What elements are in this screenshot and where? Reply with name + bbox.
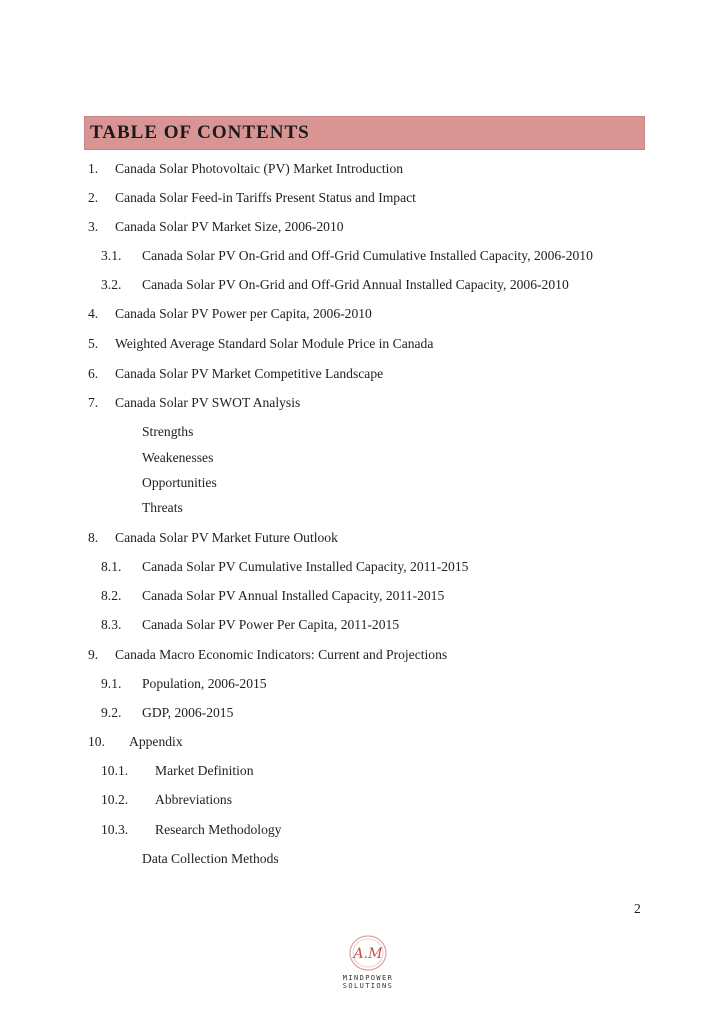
toc-entry-number: 8.3. [101,617,122,632]
toc-entry-text: Research Methodology [155,822,282,837]
logo-tagline: MINDPOWER SOLUTIONS [342,974,394,990]
toc-entry-number: 2. [88,190,99,205]
toc-entry-number: 3. [88,219,99,234]
toc-entry-text: Weighted Average Standard Solar Module Price in Canada [115,336,434,351]
page-number: 2 [634,901,641,916]
toc-entry-text: Canada Solar Feed-in Tariffs Present Status and Impact [115,190,416,205]
toc-title: TABLE OF CONTENTS [90,122,310,143]
toc-entry-text: Population, 2006-2015 [142,676,267,691]
toc-entry-number: 8. [88,530,99,545]
toc-entry-text: Threats [142,500,183,515]
logo-emblem [318,934,418,974]
toc-entry-text: Canada Solar PV Power per Capita, 2006-2010 [115,306,372,321]
toc-entry-text: Data Collection Methods [142,851,279,866]
toc-entry-text: Canada Solar PV Annual Installed Capacity, 2011-2015 [142,588,445,603]
toc-entry-number: 10.2. [101,792,129,807]
toc-entry-number: 8.2. [101,588,122,603]
toc-entry-text: Strengths [142,424,194,439]
toc-entry-text: GDP, 2006-2015 [142,705,234,720]
toc-entry-text: Canada Solar PV Power Per Capita, 2011-2015 [142,617,400,632]
toc-entry-text: Appendix [129,734,183,749]
toc-entry-text: Abbreviations [155,792,233,807]
company-logo [318,934,418,990]
toc-entry-text: Canada Solar PV Market Size, 2006-2010 [115,219,344,234]
toc-entry-text: Canada Solar PV SWOT Analysis [115,395,301,410]
toc-entry-number: 10.1. [101,763,129,778]
toc-entry-text: Weakenesses [142,450,214,465]
toc-entry-number: 3.1. [101,248,122,263]
toc-entry-number: 9. [88,647,99,662]
toc-entry-text: Canada Solar PV Cumulative Installed Capacity, 2011-2015 [142,559,469,574]
toc-entry-text: Canada Solar PV On-Grid and Off-Grid Annual Installed Capacity, 2006-2010 [142,277,569,292]
toc-entry-text: Canada Macro Economic Indicators: Current and Projections [115,647,448,662]
toc-entry-number: 8.1. [101,559,122,574]
toc-entry-number: 7. [88,395,99,410]
toc-entry-number: 4. [88,306,99,321]
logo-initials: A.M [353,946,383,962]
toc-entry-number: 9.2. [101,705,122,720]
toc-entry-number: 10. [88,734,105,749]
toc-entry-number: 1. [88,161,99,176]
toc-entry-text: Canada Solar Photovoltaic (PV) Market Introduction [115,161,404,176]
toc-entry-number: 10.3. [101,822,129,837]
toc-entry-text: Opportunities [142,475,217,490]
toc-entry-number: 5. [88,336,99,351]
toc-entry-text: Canada Solar PV Market Future Outlook [115,530,338,545]
toc-header-bar [84,116,645,150]
toc-entry-text: Canada Solar PV On-Grid and Off-Grid Cumulative Installed Capacity, 2006-2010 [142,248,593,263]
toc-entry-text: Market Definition [155,763,254,778]
toc-entry-text: Canada Solar PV Market Competitive Landscape [115,366,384,381]
toc-entry-number: 9.1. [101,676,122,691]
toc-entry-number: 3.2. [101,277,122,292]
toc-entry-number: 6. [88,366,99,381]
